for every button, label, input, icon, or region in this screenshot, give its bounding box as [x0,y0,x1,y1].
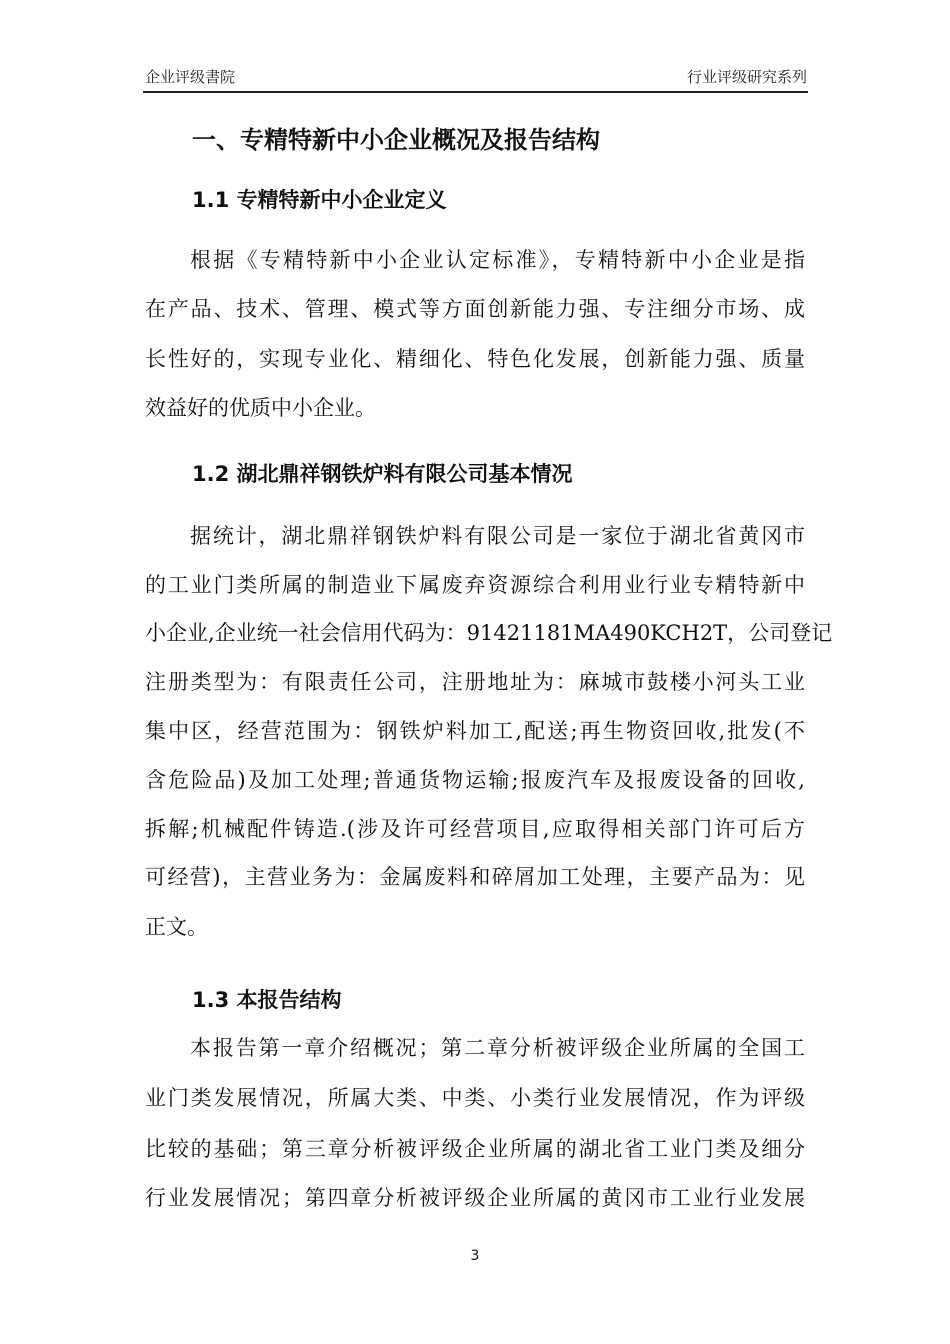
chapter-title: 一、专精特新中小企业概况及报告结构 [192,126,600,154]
header-left: 企业评级書院 [145,68,236,86]
paragraph-line: 在产品、技术、管理、模式等方面创新能力强、专注细分市场、成 [145,297,805,321]
paragraph-line: 本报告第一章介绍概况；第二章分析被评级企业所属的全国工 [190,1036,805,1060]
header-divider [143,91,808,93]
section-heading: 1.3 本报告结构 [192,988,342,1012]
paragraph-line: 根据《专精特新中小企业认定标准》，专精特新中小企业是指 [190,248,805,272]
paragraph-line: 行业发展情况；第四章分析被评级企业所属的黄冈市工业行业发展 [145,1186,805,1210]
paragraph-line: 正文。 [145,915,208,939]
paragraph-line: 效益好的优质中小企业。 [145,396,376,420]
paragraph-line: 业门类发展情况，所属大类、中类、小类行业发展情况，作为评级 [145,1086,805,1110]
paragraph-line: 比较的基础；第三章分析被评级企业所属的湖北省工业门类及细分 [145,1137,805,1161]
paragraph-line: 拆解;机械配件铸造.(涉及许可经营项目,应取得相关部门许可后方 [145,817,805,841]
paragraph-line: 据统计，湖北鼎祥钢铁炉料有限公司是一家位于湖北省黄冈市 [190,524,805,548]
section-heading: 1.1 专精特新中小企业定义 [192,188,447,212]
page-number: 3 [470,1248,480,1264]
paragraph-line: 集中区，经营范围为：钢铁炉料加工,配送;再生物资回收,批发(不 [145,719,805,743]
paragraph-line: 注册类型为：有限责任公司，注册地址为：麻城市鼓楼小河头工业 [145,670,805,694]
paragraph-line: 小企业,企业统一社会信用代码为：91421181MA490KCH2T，公司登记 [145,621,833,645]
paragraph-line: 长性好的，实现专业化、精细化、特色化发展，创新能力强、质量 [145,347,805,371]
section-heading: 1.2 湖北鼎祥钢铁炉料有限公司基本情况 [192,462,573,486]
paragraph-line: 含危险品)及加工处理;普通货物运输;报废汽车及报废设备的回收, [145,768,805,792]
paragraph-line: 的工业门类所属的制造业下属废弃资源综合利用业行业专精特新中 [145,573,805,597]
paragraph-line: 可经营)，主营业务为：金属废料和碎屑加工处理，主要产品为：见 [145,865,805,889]
header-right: 行业评级研究系列 [686,68,807,86]
